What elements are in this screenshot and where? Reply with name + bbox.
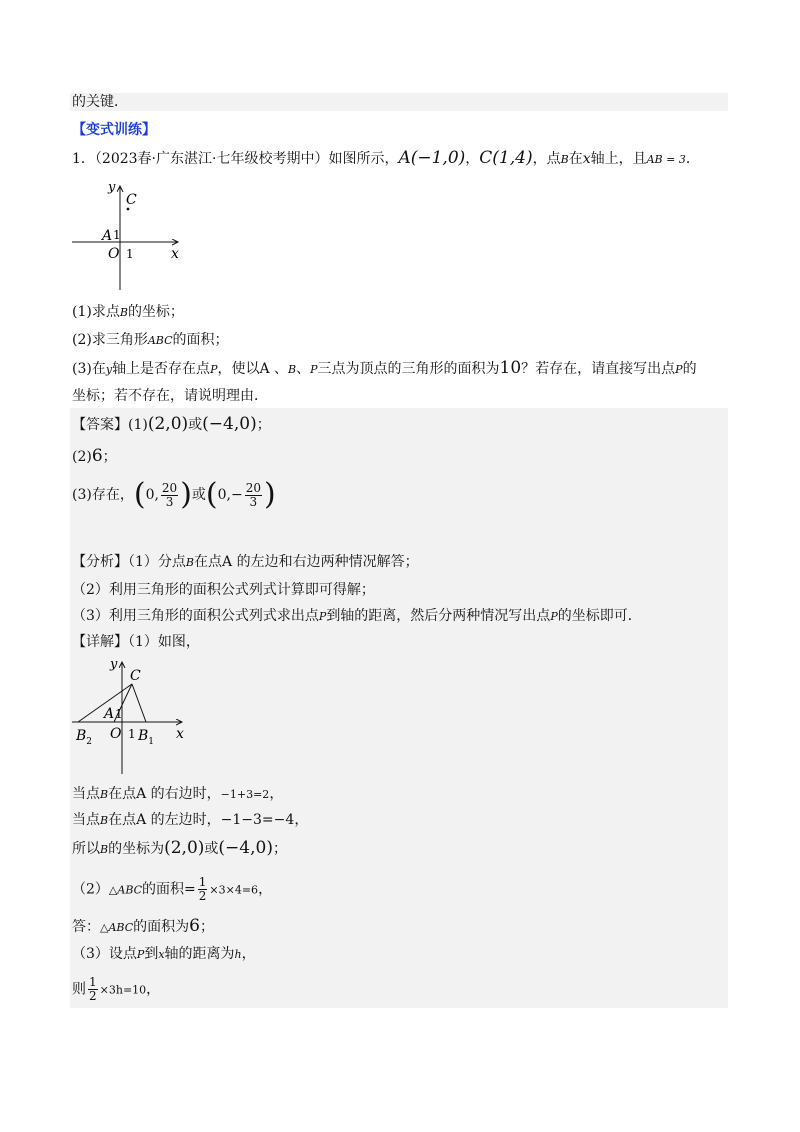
cond-text: 轴上，且 [590, 151, 647, 167]
point-b2-label: $B_2$ [76, 728, 93, 747]
coordinate-figure-2 [70, 656, 194, 778]
segment-c-b1 [132, 684, 146, 722]
fraction: $\frac{1}{2}$ [89, 975, 97, 1003]
point-c-dot [127, 208, 130, 211]
cond-ab: AB = 3 [646, 153, 686, 166]
x-axis-label: x [171, 246, 179, 262]
origin-label: O [108, 246, 120, 262]
shade-top [70, 93, 728, 111]
question-2: (2)求三角形ABC的面积； [72, 332, 229, 348]
origin-label: O [110, 726, 122, 742]
detail-1: 【详解】（1）如图， [72, 634, 200, 650]
y-axis-label: y [110, 657, 118, 672]
detail-left: 当点B在点A 的左边时，−1−3=−4， [72, 812, 309, 828]
point-c-label: C [130, 668, 141, 684]
cond-text: ． [685, 151, 700, 167]
problem-statement [72, 148, 700, 170]
x-tick-one: 1 [126, 247, 134, 261]
answer-1: 【答案】(1)(2,0)或(−4,0)； [72, 414, 271, 434]
detail-equation: 则 $\frac{1}{2}$ ×3h=10， [72, 975, 161, 1003]
cond-x: x [582, 151, 591, 167]
point-a-label: A [104, 706, 115, 722]
analysis-3: （3）利用三角形的面积公式列式求出点P到轴的距离，然后分两种情况写出点P的坐标即可． [72, 608, 642, 624]
x-axis-label: x [176, 726, 184, 742]
detail-label: 【详解】 [72, 634, 128, 650]
answer-3: (3)存在，(0, $\frac{20}{3}$ )或(0,− $\frac{20}{3}$ ) [72, 477, 276, 512]
question-3: (3)在y轴上是否存在点P，使以A 、B、P三点为顶点的三角形的面积为10？若存在，请直接写出点P的 [72, 358, 697, 378]
problem-source: （2023春·广东湛江·七年级校考期中）如图所示， [94, 151, 399, 167]
point-b1-label: $B_1$ [138, 728, 155, 747]
cond-b: B [560, 153, 569, 166]
analysis-label: 【分析】 [72, 554, 128, 570]
y-tick-one: 1 [115, 707, 123, 721]
cond-text: ，点 [532, 151, 561, 167]
fraction: $\frac{20}{3}$ [161, 480, 178, 509]
fraction: $\frac{1}{2}$ [198, 875, 207, 903]
answer-label: 【答案】 [72, 417, 128, 433]
question-3-line-2: 坐标；若不存在，请说明理由． [72, 388, 268, 404]
point-c: C(1,4) [479, 148, 533, 168]
coordinate-figure-1 [70, 178, 190, 296]
y-tick-one: 1 [113, 228, 121, 242]
section-title: 【变式训练】 [72, 122, 156, 138]
y-axis-label: y [108, 180, 116, 195]
detail-right: 当点B在点A 的右边时，−1+3=2， [72, 786, 284, 802]
separator: ， [465, 151, 480, 167]
fraction: $\frac{20}{3}$ [245, 480, 262, 509]
problem-number: 1． [72, 151, 95, 167]
analysis-2: （2）利用三角形的面积公式列式计算即可得解； [72, 582, 375, 598]
point-a-label: A [102, 228, 113, 244]
answer-2: (2)6； [72, 446, 117, 466]
point-a: A(−1,0) [398, 148, 466, 168]
question-1: (1)求点B的坐标； [72, 304, 184, 320]
analysis-1: 【分析】（1）分点B在点A 的左边和右边两种情况解答； [72, 554, 419, 570]
cond-text: 在 [568, 151, 583, 167]
detail-answer: 答：△ABC的面积为6； [72, 916, 214, 936]
top-line: 的关键． [72, 94, 128, 110]
point-c-label: C [126, 192, 137, 208]
detail-area: （2）△ABC的面积= $\frac{1}{2}$ ×3×4=6， [72, 875, 273, 903]
detail-distance: （3）设点P到x轴的距离为h， [72, 946, 256, 962]
x-tick-one: 1 [128, 727, 136, 741]
detail-conclusion: 所以B的坐标为(2,0)或(−4,0)； [72, 838, 287, 858]
